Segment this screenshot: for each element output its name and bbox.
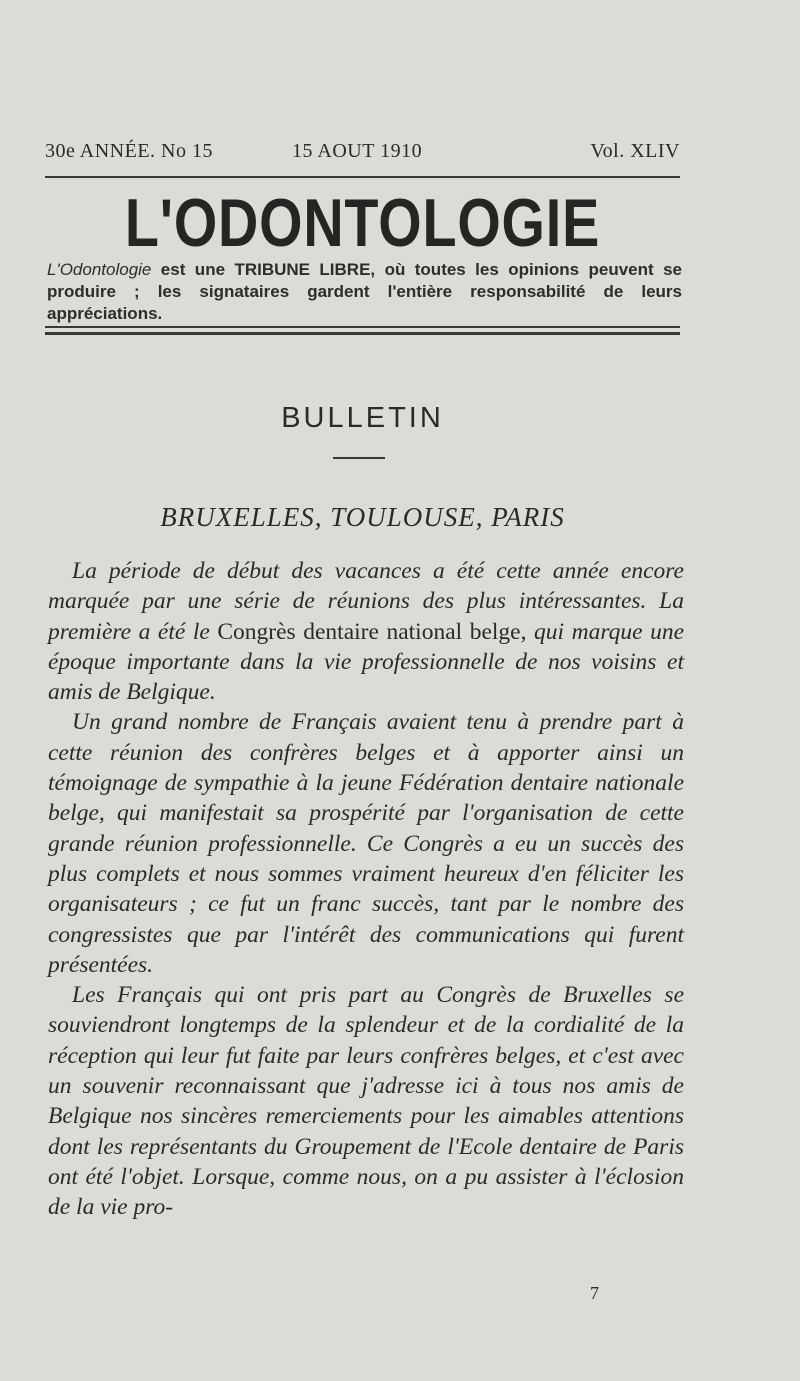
double-rule-top [45,326,680,328]
journal-title: L'ODONTOLOGIE [124,185,601,261]
double-rule-bottom [45,332,680,335]
section-title: BULLETIN [281,402,444,434]
section-divider [333,457,385,459]
journal-tagline [47,259,682,325]
issue-info: 30e ANNÉE. No 15 [45,140,213,162]
article-subtitle: BRUXELLES, TOULOUSE, PARIS [160,502,565,532]
page-number: 7 [590,1283,599,1303]
paragraph-1-part-b: Congrès dentaire national belge, [217,618,535,645]
paragraph-1-part-a: La période de début des vacances a été cette année encore marquée par une série de réunions des plus intéressantes. La première a été le [48,558,684,645]
paragraph-3: Les Français qui ont pris part au Congrès de Bruxelles se souviendront longtemps de la splendeur et de la cordialité de la réception qui leur fut faite par leurs confrères belges, et c'est avec un souvenir reconnaissant que j'adresse ici à tous nos amis de Belgique nos sincères remerciements pour les aimables attentions dont les représentants du Groupement de l'Ecole dentaire de Paris ont été l'objet. Lorsque, comme nous, on a pu assister à l'éclosion de la vie pro- [48,982,684,1221]
issue-date: 15 AOUT 1910 [292,140,423,162]
article-body [48,556,684,1223]
header-rule [45,176,680,178]
paragraph-1-part-c: qui marque une époque importante dans la vie professionnelle de nos voisins et amis de Belgique. [48,618,685,706]
paragraph-2: Un grand nombre de Français avaient tenu à prendre part à cette réunion des confrères belges et à apporter ainsi un témoignage de sympathie à la jeune Fédération dentaire nationale belge, qui manifestait sa prospérité par l'organisation de cette grande réunion professionnelle. Ce Congrès a eu un succès des plus complets et nous sommes vraiment heureux d'en féliciter les organisateurs ; ce fut un franc succès, tant par le nombre des congressistes que par l'intérêt des communications qui furent présentées. [48,709,684,978]
tagline-text: est une TRIBUNE LIBRE, où toutes les opinions peuvent se produire ; les signataires gardent l'entière responsabilité de leurs appréciations. [47,260,682,323]
tagline-journal-name: L'Odontologie [47,260,152,279]
volume-number: Vol. XLIV [590,140,680,162]
paragraph-1 [48,556,684,707]
